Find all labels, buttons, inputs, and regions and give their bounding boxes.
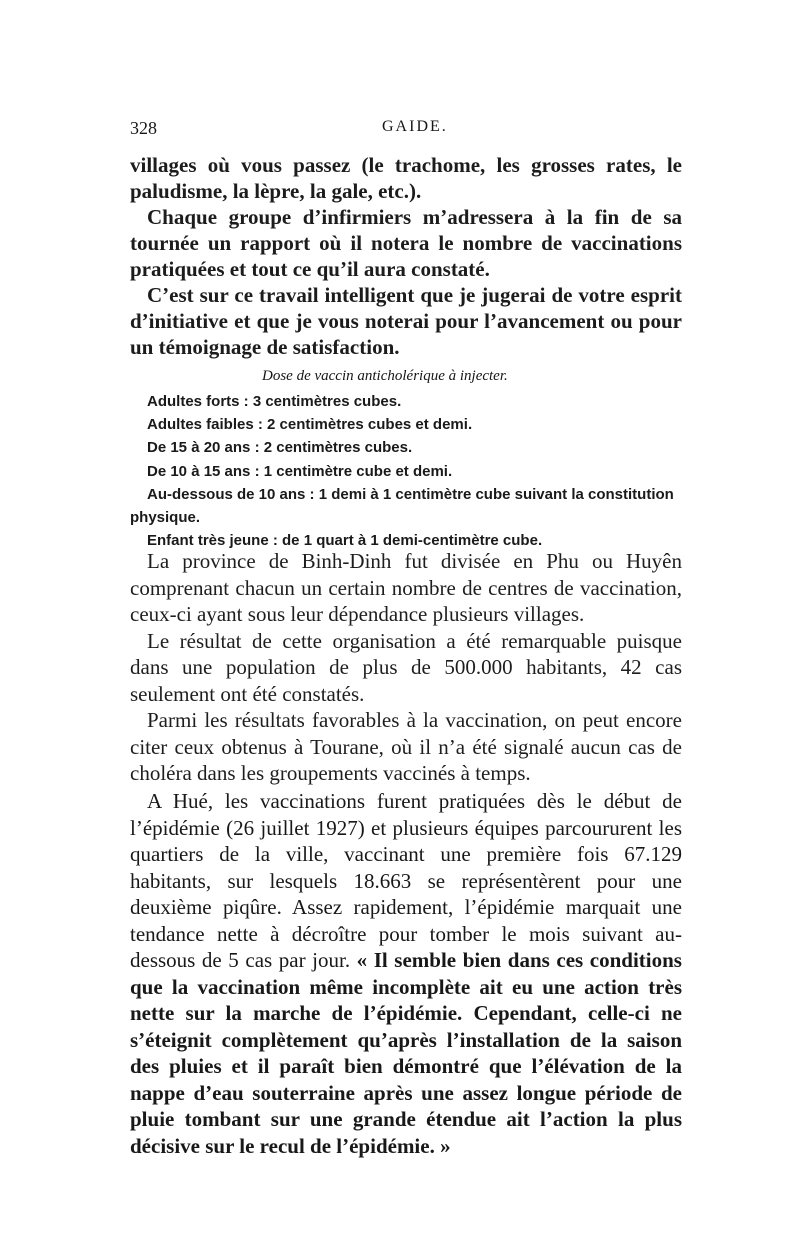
dose-line: Adultes forts : 3 centimètres cubes. [147, 393, 402, 410]
page-header [130, 118, 680, 142]
dose-line: De 10 à 15 ans : 1 centimètre cube et demi. [147, 462, 453, 480]
dose-line: De 15 à 20 ans : 2 centimètres cubes. [147, 439, 413, 457]
body-paragraph: La province de Binh-Dinh fut divisée en Phu ou Huyên comprenant chacun un certain nombre de centres de vaccination, ceux-ci ayant sous leur dépendance plusieurs villages. [130, 549, 682, 626]
intro-paragraph: C’est sur ce travail intelligent que je jugerai de votre esprit d’initiative et que je vous noterai pour l’avancement ou pour un témoignage de satisfaction. [130, 283, 682, 359]
body-section [130, 548, 682, 787]
body-paragraph: Parmi les résultats favorables à la vaccination, on peut encore citer ceux obtenus à Tourane, où il n’a été signalé aucun cas de choléra dans les groupements vaccinés à temps. [130, 708, 682, 785]
dose-line: Adultes faibles : 2 centimètres cubes et demi. [147, 416, 473, 434]
intro-section [130, 152, 682, 360]
dose-list [130, 390, 682, 552]
intro-paragraph: villages où vous passez (le trachome, les grosses rates, le paludisme, la lèpre, la gale, etc.). [130, 153, 682, 203]
hue-text: A Hué, les vaccinations furent pratiquées dès le début de l’épidémie (26 juillet 1927) et plusieurs équipes parcoururent les quartiers de la ville, vaccinant une première fois 67.129 habitants, sur lesquels 18.663 se représentèrent pour une deuxième piqûre. Assez rapidement, l’épidémie marquait une tendance nette à décroître pour tomber le mois suivant au-dessous de 5 cas par jour. [130, 789, 682, 972]
hue-quote: « Il semble bien dans ces conditions que la vaccination même incomplète ait eu une action très nette sur la marche de l’épidémie. Cependant, celle-ci ne s’éteignit complètement qu’après l’installation de la saison des pluies et il paraît bien démontré que l’élévation de la nappe d’eau souterraine après une assez longue période de pluie tombant sur une grande étendue ait l’action la plus décisive sur le recul de l’épidémie. » [130, 948, 682, 1158]
intro-paragraph: Chaque groupe d’infirmiers m’adressera à la fin de sa tournée un rapport où il notera le nombre de vaccinations pratiquées et tout ce qu’il aura constaté. [130, 205, 682, 281]
hue-section [130, 788, 682, 1159]
dose-line: Au-dessous de 10 ans : 1 demi à 1 centimètre cube suivant la constitution physique. [130, 485, 674, 527]
page-number: 328 [130, 118, 157, 138]
body-paragraph: Le résultat de cette organisation a été remarquable puisque dans une population de plus de 500.000 habitants, 42 cas seulement ont été constatés. [130, 628, 682, 706]
dose-line: Enfant très jeune : de 1 quart à 1 demi-centimètre cube. [147, 532, 543, 550]
dose-table-title: Dose de vaccin anticholérique à injecter. [262, 368, 508, 384]
hue-paragraph [130, 788, 682, 1159]
running-head: GAIDE. [382, 118, 448, 135]
